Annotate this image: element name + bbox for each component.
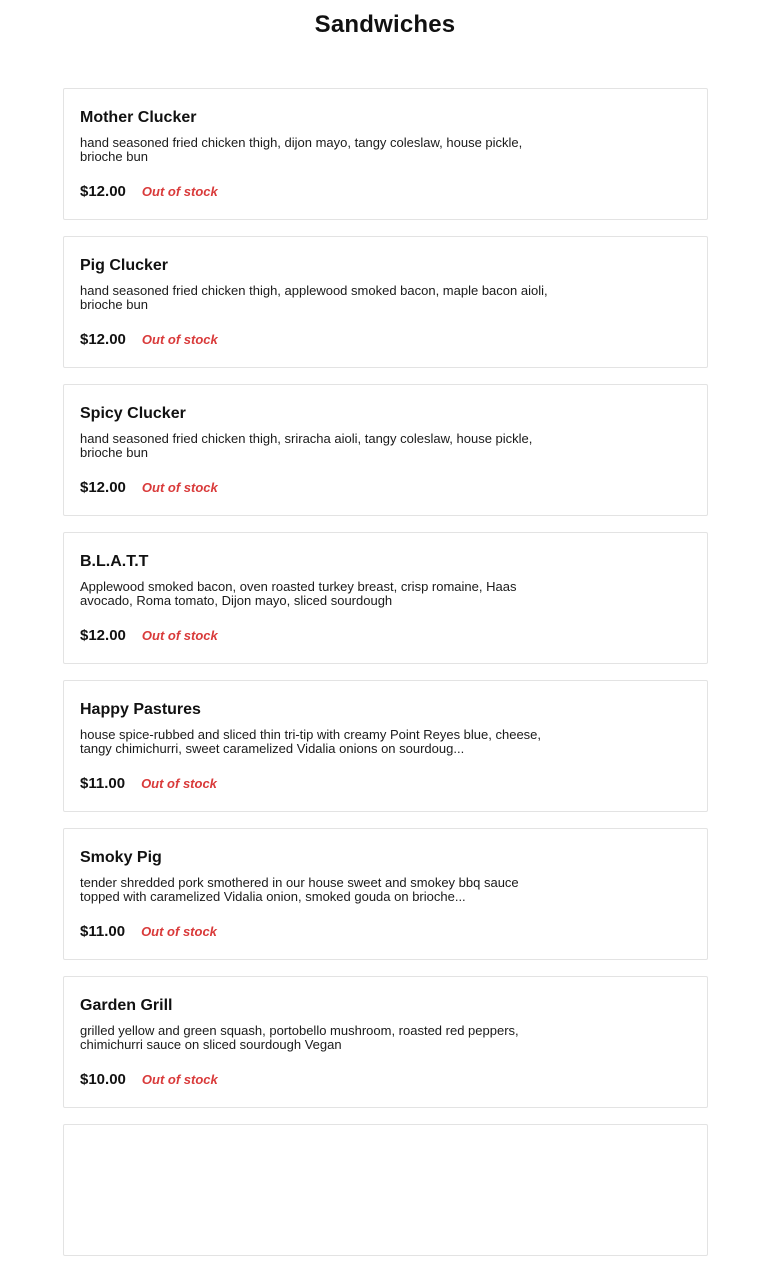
item-description: Applewood smoked bacon, oven roasted turkey breast, crisp romaine, Haas avocado, Roma tomato, Dijon mayo, sliced sourdough — [80, 580, 517, 608]
item-description: hand seasoned fried chicken thigh, dijon mayo, tangy coleslaw, house pickle, brioche bun — [80, 136, 523, 164]
menu-item-list — [63, 88, 708, 1272]
item-footer — [80, 181, 691, 201]
item-price: $12.00 — [80, 626, 126, 644]
stock-status-badge: Out of stock — [141, 923, 217, 939]
item-price: $12.00 — [80, 182, 126, 200]
item-description: grilled yellow and green squash, portobello mushroom, roasted red peppers, chimichurri sauce on sliced sourdough Vegan — [80, 1024, 519, 1052]
item-footer — [80, 1197, 691, 1217]
item-name: B.L.A.T.T — [80, 553, 149, 570]
menu-item-card[interactable] — [63, 236, 708, 368]
item-description: hand seasoned fried chicken thigh, sriracha aioli, tangy coleslaw, house pickle, brioche bun — [80, 432, 533, 460]
stock-status-badge: Out of stock — [141, 1071, 218, 1087]
item-description — [80, 1152, 555, 1180]
item-price: $11.00 — [80, 774, 126, 792]
menu-item-card[interactable] — [63, 384, 708, 516]
item-description: hand seasoned fried chicken thigh, applewood smoked bacon, maple bacon aioli, brioche bun — [80, 284, 548, 312]
menu-item-card[interactable] — [63, 532, 708, 664]
item-footer — [80, 477, 691, 497]
menu-item-card[interactable] — [63, 1124, 708, 1256]
item-description: house spice-rubbed and sliced thin tri-tip with creamy Point Reyes blue, cheese, tangy chimichurri, sweet caramelized Vidalia onions on sourdoug... — [80, 728, 542, 756]
item-name: Spicy Clucker — [80, 405, 186, 422]
menu-item-card[interactable] — [63, 828, 708, 960]
stock-status-badge: Out of stock — [141, 627, 218, 643]
item-footer — [80, 773, 691, 793]
item-footer — [80, 1069, 691, 1089]
item-name: Smoky Pig — [80, 849, 162, 866]
item-price: $12.00 — [80, 478, 126, 496]
menu-item-card[interactable] — [63, 88, 708, 220]
page-title: Sandwiches — [314, 11, 456, 38]
menu-item-card[interactable] — [63, 976, 708, 1108]
item-footer — [80, 329, 691, 349]
item-price: $10.00 — [80, 1070, 126, 1088]
item-name: Garden Grill — [80, 997, 173, 1014]
item-footer — [80, 921, 691, 941]
item-description: tender shredded pork smothered in our house sweet and smokey bbq sauce topped with caramelized Vidalia onion, smoked gouda on brioche... — [80, 876, 519, 904]
stock-status-badge: Out of stock — [141, 775, 217, 791]
stock-status-badge: Out of stock — [141, 331, 218, 347]
stock-status-badge: Out of stock — [141, 479, 218, 495]
item-footer — [80, 625, 691, 645]
item-name: Pig Clucker — [80, 257, 169, 274]
item-price: $11.00 — [80, 922, 126, 940]
item-price: $12.00 — [80, 330, 126, 348]
item-name: Happy Pastures — [80, 701, 201, 718]
stock-status-badge: Out of stock — [141, 183, 218, 199]
item-name: Mother Clucker — [80, 109, 197, 126]
menu-item-card[interactable] — [63, 680, 708, 812]
